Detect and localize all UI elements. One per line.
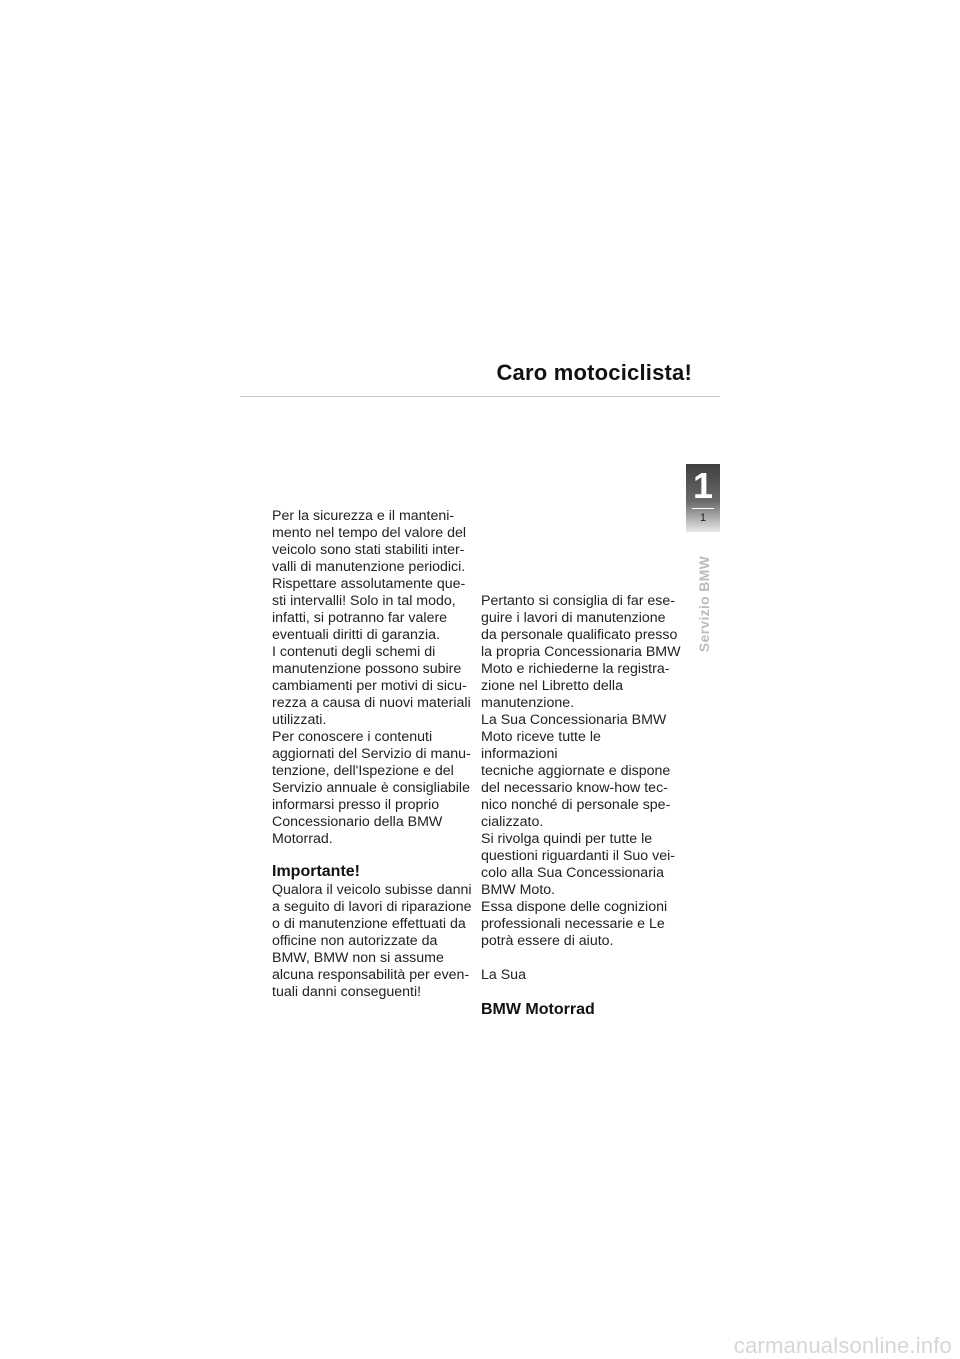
body-line: manutenzione possono subire — [272, 661, 462, 677]
body-line: valli di manutenzione periodici. — [272, 559, 466, 575]
body-line: da personale qualificato presso — [481, 627, 678, 643]
body-line: infatti, si potranno far valere — [272, 610, 448, 626]
body-line: BMW Moto. — [481, 882, 556, 898]
page-number: 1 — [699, 512, 707, 524]
body-line: I contenuti degli schemi di — [272, 644, 436, 660]
body-line: tecniche aggiornate e dispone — [481, 763, 671, 779]
important-line: Qualora il veicolo subisse danni — [272, 882, 472, 898]
body-line: cambiamenti per motivi di sicu- — [272, 678, 467, 694]
body-line: professionali necessarie e Le — [481, 916, 665, 932]
body-line: Concessionario della BMW — [272, 814, 443, 830]
important-line: BMW, BMW non si assume — [272, 950, 444, 966]
body-line: la propria Concessionaria BMW — [481, 644, 681, 660]
body-line: Pertanto si consiglia di far ese- — [481, 593, 675, 609]
body-line: manutenzione. — [481, 695, 575, 711]
body-line: Moto e richiederne la registra- — [481, 661, 670, 677]
body-line: La Sua Concessionaria BMW — [481, 712, 667, 728]
body-line: mento nel tempo del valore del — [272, 525, 467, 541]
body-line: tenzione, dell'Ispezione e del — [272, 763, 454, 779]
important-heading: Importante! — [272, 863, 360, 880]
body-line: Si rivolga quindi per tutte le — [481, 831, 653, 847]
body-line: rezza a causa di nuovi materiali — [272, 695, 471, 711]
body-line: zione nel Libretto della — [481, 678, 623, 694]
left-column — [272, 508, 472, 1001]
body-line: Essa dispone delle cognizioni — [481, 899, 668, 915]
important-line: tuali danni conseguenti! — [272, 984, 422, 1000]
body-line: veicolo sono stati stabiliti inter- — [272, 542, 465, 558]
chapter-number: 1 — [692, 465, 714, 506]
body-line: Motorrad. — [272, 831, 333, 847]
body-line: guire i lavori di manutenzione — [481, 610, 666, 626]
closing-line: La Sua — [481, 967, 526, 983]
signature: BMW Motorrad — [481, 1001, 595, 1018]
important-line: officine non autorizzate da — [272, 933, 438, 949]
body-line: Rispettare assolutamente que- — [272, 576, 466, 592]
body-line: informarsi presso il proprio — [272, 797, 440, 813]
body-line: questioni riguardanti il Suo vei- — [481, 848, 676, 864]
title-divider — [240, 396, 720, 397]
body-line: potrà essere di aiuto. — [481, 933, 614, 949]
body-line: Servizio annuale è consigliabile — [272, 780, 470, 796]
important-line: o di manutenzione effettuati da — [272, 916, 466, 932]
body-line: Per la sicurezza e il manteni- — [272, 508, 455, 524]
body-line: Per conoscere i contenuti — [272, 729, 433, 745]
body-line: del necessario know-how tec- — [481, 780, 668, 796]
important-line: a seguito di lavori di riparazione — [272, 899, 472, 915]
body-line: utilizzati. — [272, 712, 327, 728]
chapter-tab-divider — [692, 508, 714, 509]
body-line: Moto riceve tutte le informazioni — [481, 729, 601, 762]
body-line: aggiornati del Servizio di manu- — [272, 746, 471, 762]
right-column — [481, 593, 681, 1018]
body-line: cializzato. — [481, 814, 544, 830]
body-line: sti intervalli! Solo in tal modo, — [272, 593, 456, 609]
page-title: Caro motociclista! — [496, 360, 692, 385]
section-side-label: Servizio BMW — [696, 555, 712, 653]
footer-watermark: carmanualsonline.info — [733, 1333, 952, 1358]
body-line: nico nonché di personale spe- — [481, 797, 671, 813]
chapter-tab — [686, 464, 720, 532]
body-line: eventuali diritti di garanzia. — [272, 627, 440, 643]
important-line: alcuna responsabilità per even- — [272, 967, 470, 983]
body-line: colo alla Sua Concessionaria — [481, 865, 664, 881]
